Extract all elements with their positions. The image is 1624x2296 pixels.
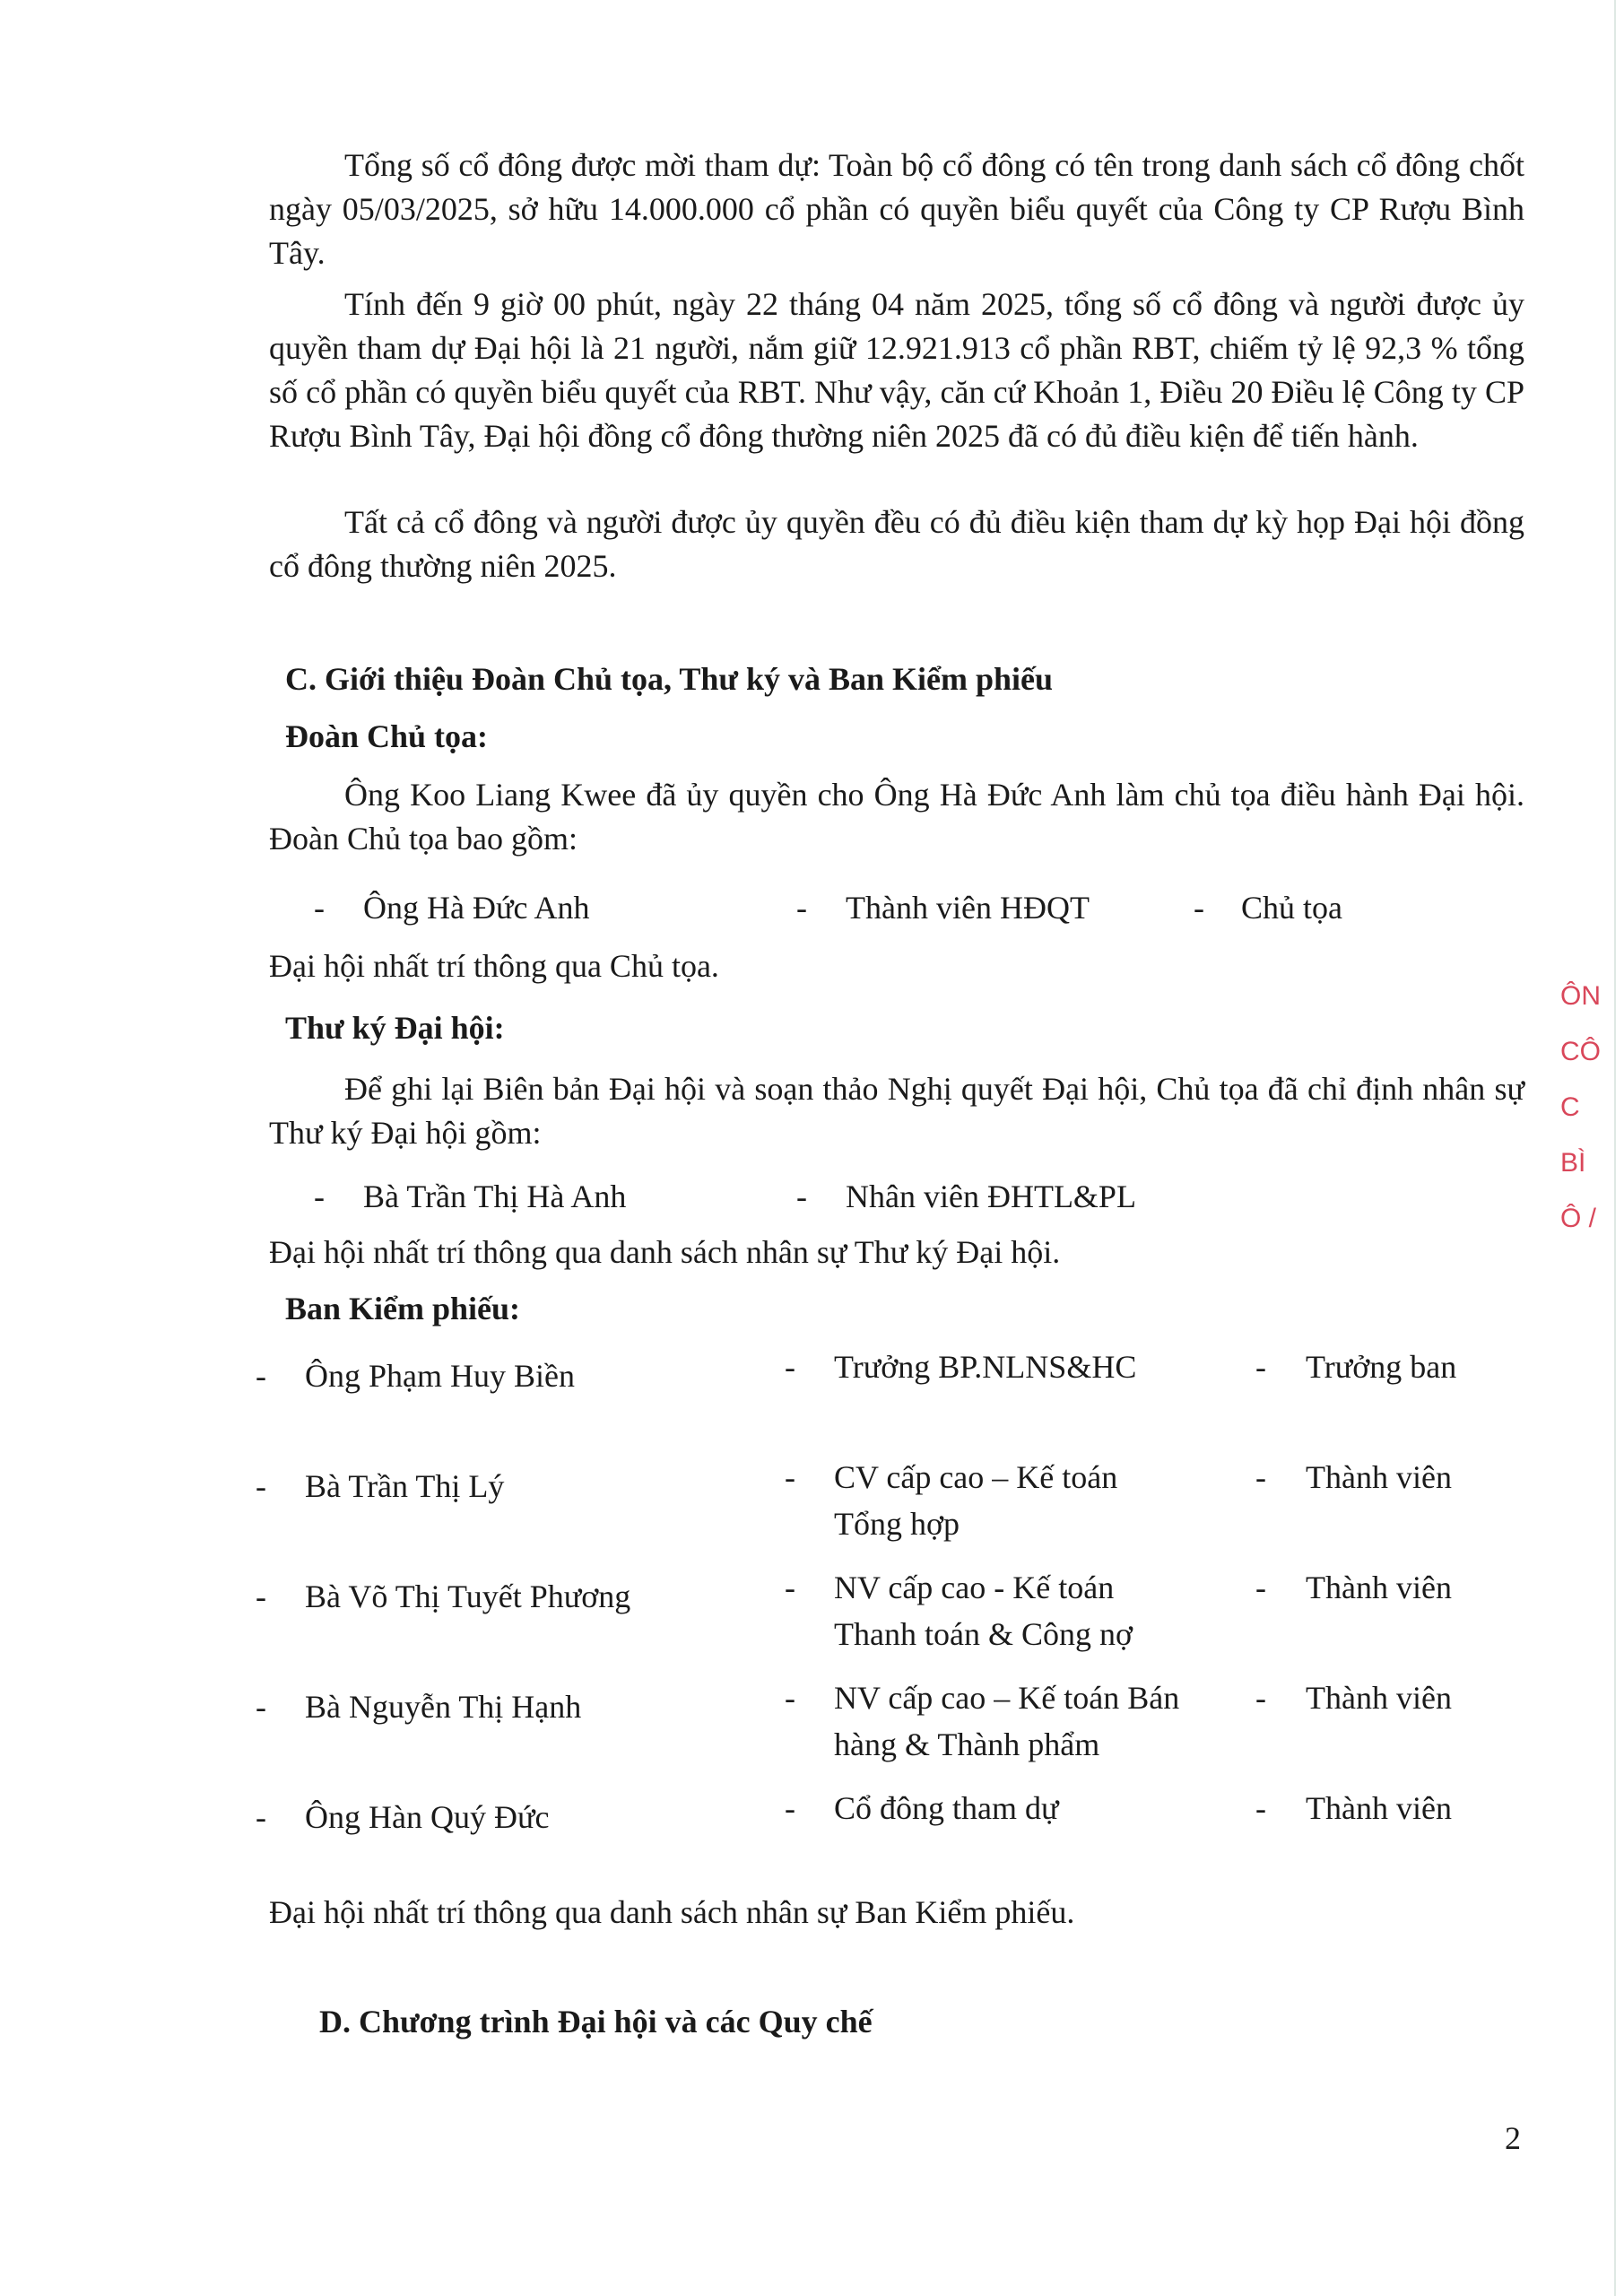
chair-member-row [0, 886, 1624, 985]
chair-heading: Đoàn Chủ tọa: [285, 718, 489, 754]
section-c-heading: C. Giới thiệu Đoàn Chủ tọa, Thư ký và Ban Kiểm phiếu [285, 661, 1054, 697]
member-name: Bà Nguyễn Thị Hạnh [305, 1689, 582, 1725]
list-dash: - [1255, 1349, 1266, 1385]
member-name: Bà Trần Thị Lý [305, 1468, 505, 1504]
list-dash: - [1194, 890, 1204, 926]
member-role: Chủ tọa [1241, 890, 1342, 926]
list-dash: - [785, 1790, 795, 1826]
list-dash: - [1255, 1570, 1266, 1605]
seal-fragment: BÌ [1560, 1148, 1586, 1178]
secretary-description: Để ghi lại Biên bản Đại hội và soạn thảo Nghị quyết Đại hội, Chủ tọa đã chỉ định nhân sự Thư ký Đại hội gồm: [269, 1071, 1524, 1151]
member-position: NV cấp cao – Kế toán Bán [834, 1680, 1180, 1716]
secretary-heading: Thư ký Đại hội: [285, 1010, 505, 1046]
member-role: Thành viên [1306, 1570, 1452, 1605]
list-dash: - [1255, 1790, 1266, 1826]
counting-member-row [0, 1676, 1624, 1775]
member-position: Nhân viên ĐHTL&PL [846, 1178, 1136, 1214]
secretary-approval: Đại hội nhất trí thông qua danh sách nhân sự Thư ký Đại hội. [269, 1234, 1061, 1270]
list-dash: - [256, 1578, 266, 1614]
counting-approval: Đại hội nhất trí thông qua danh sách nhân sự Ban Kiểm phiếu. [269, 1894, 1075, 1930]
seal-fragment: CÔ [1560, 1037, 1601, 1066]
list-dash: - [785, 1680, 795, 1716]
member-position: Cổ đông tham dự [834, 1790, 1059, 1826]
list-dash: - [1255, 1680, 1266, 1716]
member-position-continued: Tổng hợp [834, 1506, 960, 1542]
paragraph-eligibility: Tất cả cổ đông và người được ủy quyền đều có đủ điều kiện tham dự kỳ họp Đại hội đồng cổ đông thường niên 2025. [269, 504, 1524, 584]
member-position: Thành viên HĐQT [846, 890, 1090, 926]
counting-member-row [0, 1566, 1624, 1665]
counting-member-row [0, 1345, 1624, 1444]
list-dash: - [785, 1349, 795, 1385]
seal-fragment: ÔN [1560, 981, 1601, 1011]
member-position-continued: hàng & Thành phẩm [834, 1726, 1100, 1762]
list-dash: - [256, 1358, 266, 1394]
member-role: Thành viên [1306, 1680, 1452, 1716]
seal-fragment: C [1560, 1092, 1580, 1122]
list-dash: - [785, 1570, 795, 1605]
list-dash: - [256, 1799, 266, 1835]
member-name: Bà Trần Thị Hà Anh [363, 1178, 627, 1214]
seal-fragment: Ô / [1560, 1204, 1597, 1233]
list-dash: - [785, 1459, 795, 1495]
list-dash: - [256, 1468, 266, 1504]
member-position-continued: Thanh toán & Công nợ [834, 1616, 1133, 1652]
paragraph-attendance: Tính đến 9 giờ 00 phút, ngày 22 tháng 04 năm 2025, tổng số cổ đông và người được ủy quyền tham dự Đại hội là 21 người, nắm giữ 12.921.913 cổ phần RBT, chiếm tỷ lệ 92,3 % tổng số cổ phần có quyền biểu quyết của RBT. Như vậy, căn cứ Khoản 1, Điều 20 Điều lệ Công ty CP Rượu Bình Tây, Đại hội đồng cổ đông thường niên 2025 đã có đủ điều kiện để tiến hành. [269, 286, 1524, 454]
member-role: Thành viên [1306, 1459, 1452, 1495]
member-name: Ông Phạm Huy Biền [305, 1358, 575, 1394]
member-position: NV cấp cao - Kế toán [834, 1570, 1115, 1605]
member-name: Ông Hàn Quý Đức [305, 1799, 550, 1835]
list-dash: - [314, 1178, 325, 1214]
counting-heading: Ban Kiểm phiếu: [285, 1291, 521, 1326]
paragraph-invited-shareholders: Tổng số cổ đông được mời tham dự: Toàn bộ cổ đông có tên trong danh sách cổ đông chốt ngày 05/03/2025, sở hữu 14.000.000 cổ phần có quyền biểu quyết của Công ty CP Rượu Bình Tây. [269, 147, 1524, 271]
section-d-heading: D. Chương trình Đại hội và các Quy chế [319, 2004, 873, 2039]
counting-member-row [0, 1456, 1624, 1554]
member-name: Bà Võ Thị Tuyết Phương [305, 1578, 631, 1614]
member-name: Ông Hà Đức Anh [363, 890, 590, 926]
member-role: Trưởng ban [1306, 1349, 1457, 1385]
list-dash: - [796, 1178, 807, 1214]
list-dash: - [1255, 1459, 1266, 1495]
chair-approval: Đại hội nhất trí thông qua Chủ tọa. [269, 948, 719, 984]
list-dash: - [256, 1689, 266, 1725]
member-position: Trưởng BP.NLNS&HC [834, 1349, 1137, 1385]
counting-member-row [0, 1787, 1624, 1885]
scan-edge-line [1614, 0, 1616, 2296]
list-dash: - [796, 890, 807, 926]
page-number: 2 [1505, 2120, 1521, 2156]
chair-description: Ông Koo Liang Kwee đã ủy quyền cho Ông Hà Đức Anh làm chủ tọa điều hành Đại hội. Đoàn Chủ tọa bao gồm: [269, 777, 1524, 857]
list-dash: - [314, 890, 325, 926]
member-position: CV cấp cao – Kế toán [834, 1459, 1118, 1495]
member-role: Thành viên [1306, 1790, 1452, 1826]
